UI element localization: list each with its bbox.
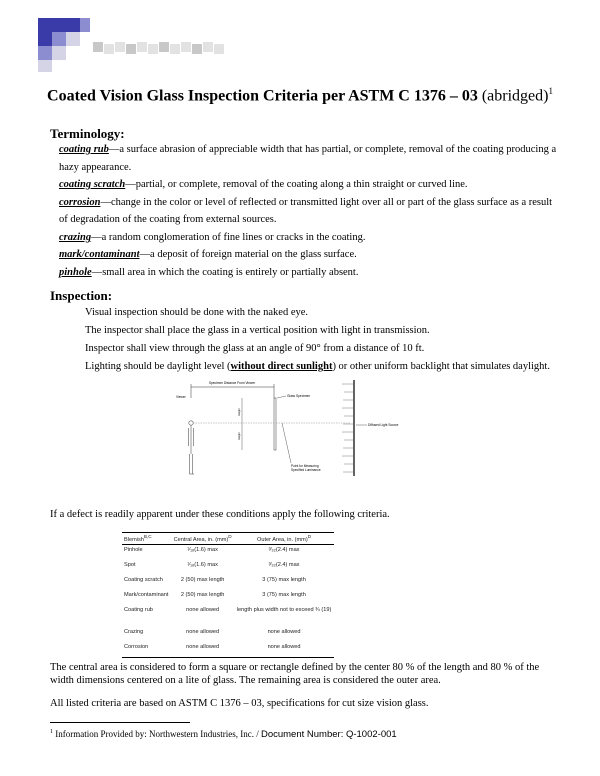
- table-row: Mark/contaminant 2 (50) max length 3 (75) max length: [124, 591, 306, 598]
- point-label-2: Specified Luminance: [291, 468, 321, 472]
- logo-text-blur: [159, 42, 169, 52]
- table-header-row: [122, 533, 334, 545]
- column-header: Outer Area, in. (mm)$^D$: [234, 533, 334, 545]
- logo-tile: [52, 32, 66, 46]
- term-item: [59, 229, 559, 247]
- terminology-heading: Terminology:: [50, 126, 125, 141]
- title-suffix: (abridged): [477, 87, 549, 105]
- inspection-diagram: [170, 378, 420, 478]
- term-item: [59, 176, 559, 194]
- inspection-list: [85, 304, 565, 376]
- inspection-line: Inspector shall view through the glass at an angle of 90° from a distance of 10 ft.: [85, 343, 425, 354]
- footnote-divider: [50, 722, 190, 723]
- point-label-1: Point for Measuring: [291, 464, 319, 468]
- title-footnote-mark: 1: [548, 86, 553, 96]
- logo-text-blur: [181, 42, 191, 52]
- lighting-text: Lighting should be daylight level (: [85, 361, 231, 372]
- term-definition: —small area in which the coating is entirely or partially absent.: [91, 266, 359, 278]
- logo-tile: [52, 46, 66, 60]
- footnote-text: Information Provided by: Northwestern Industries, Inc. /: [53, 729, 261, 739]
- term-name: crazing: [59, 231, 92, 243]
- title-main: Coated Vision Glass Inspection Criteria per ASTM C 1376 – 03: [47, 87, 478, 105]
- term-definition: —change in the color or level of reflected or transmitted light over all or part of the glass surface as a result of degradation of the coating from external sources.: [59, 196, 553, 225]
- term-definition: —a random conglomeration of fine lines or cracks in the coating.: [91, 231, 366, 243]
- term-item: [59, 194, 559, 229]
- term-item: [59, 264, 559, 282]
- lighting-emphasis: without direct sunlight: [230, 361, 333, 372]
- logo-text-blur: [115, 42, 125, 52]
- source-label: Diffused Light Source: [368, 423, 399, 427]
- term-item: [59, 141, 559, 176]
- term-definition: —a deposit of foreign material on the glass surface.: [139, 249, 357, 260]
- inspection-line: The inspector shall place the glass in a vertical position with light in transmission.: [85, 325, 430, 336]
- column-header: Blemish$^{B,C}$: [122, 533, 171, 545]
- glass-specimen: [274, 398, 276, 450]
- table-row: Spot ¹⁄₁₆(1.6) max ³⁄₃₂(2.4) max: [124, 561, 300, 568]
- logo-tile: [66, 32, 80, 46]
- viewer-label: Viewer: [176, 395, 186, 399]
- central-area-note: The central area is considered to form a square or rectangle defined by the center 80 % of the length and 80 % of the width dimensions centered on a lite of glass. The remaining area is considered the outer area.: [50, 662, 540, 686]
- criteria-table: [122, 532, 334, 658]
- logo-tile: [38, 46, 52, 60]
- specimen-label: Glass Specimen: [287, 394, 311, 398]
- logo-tile: [66, 18, 80, 32]
- svg-text:Height: Height: [238, 432, 241, 440]
- svg-text:Height: Height: [238, 408, 241, 416]
- table-row: Pinhole ¹⁄₁₆(1.6) max ³⁄₃₂(2.4) max: [124, 546, 300, 553]
- logo-text-blur: [170, 44, 180, 54]
- term-name: mark/contaminant: [59, 249, 140, 260]
- logo-tile: [38, 18, 52, 32]
- table-row: Coating rub none allowed length plus width not to exceed ¾ (19): [124, 606, 332, 613]
- logo-text-blur: [104, 44, 114, 54]
- logo-tile: [80, 18, 90, 32]
- terminology-list: [59, 141, 559, 281]
- logo-text-blur: [93, 42, 103, 52]
- term-name: coating scratch: [59, 179, 126, 190]
- inspection-heading: Inspection:: [50, 288, 113, 303]
- table-row: Crazing none allowed none allowed: [124, 628, 301, 635]
- company-logo: [38, 18, 238, 78]
- logo-tile: [38, 32, 52, 46]
- term-name: corrosion: [59, 196, 101, 208]
- logo-mosaic: [38, 18, 224, 72]
- light-rays: [342, 384, 353, 472]
- criteria-intro: If a defect is readily apparent under these conditions apply the following criteria.: [50, 509, 390, 520]
- table-row: Corrosion none allowed none allowed: [122, 642, 334, 658]
- term-definition: —a surface abrasion of appreciable width that has partial, or complete, removal of the coating producing a hazy appearance.: [59, 144, 557, 173]
- footnote-mark: 1: [50, 729, 53, 735]
- page-title: [0, 86, 600, 105]
- basis-note: All listed criteria are based on ASTM C 1376 – 03, specifications for cut size vision glass.: [50, 698, 429, 709]
- term-item: [59, 246, 559, 264]
- logo-text-blur: [203, 42, 213, 52]
- column-header: Central Area, in. (mm)$^D$: [171, 533, 234, 545]
- logo-tile: [38, 60, 52, 72]
- lighting-text-end: ) or other uniform backlight that simulates daylight.: [332, 361, 550, 372]
- footnote: [50, 729, 397, 740]
- logo-text-blur: [137, 42, 147, 52]
- logo-text-blur: [214, 44, 224, 54]
- logo-text-blur: [192, 44, 202, 54]
- logo-text-blur: [148, 44, 158, 54]
- inspection-line: [85, 358, 565, 376]
- viewer-figure: [189, 421, 195, 474]
- term-name: coating rub: [59, 144, 109, 155]
- table-row: Coating scratch 2 (50) max length 3 (75) max length: [124, 576, 306, 583]
- distance-label: Specimen Distance From Viewer: [208, 381, 256, 385]
- inspection-line: Visual inspection should be done with the naked eye.: [85, 307, 309, 318]
- term-name: pinhole: [59, 266, 92, 278]
- term-definition: —partial, or complete, removal of the coating along a thin straight or curved line.: [125, 179, 468, 190]
- logo-tile: [52, 18, 66, 32]
- logo-text-blur: [126, 44, 136, 54]
- document-number: Document Number: Q-1002-001: [260, 729, 397, 740]
